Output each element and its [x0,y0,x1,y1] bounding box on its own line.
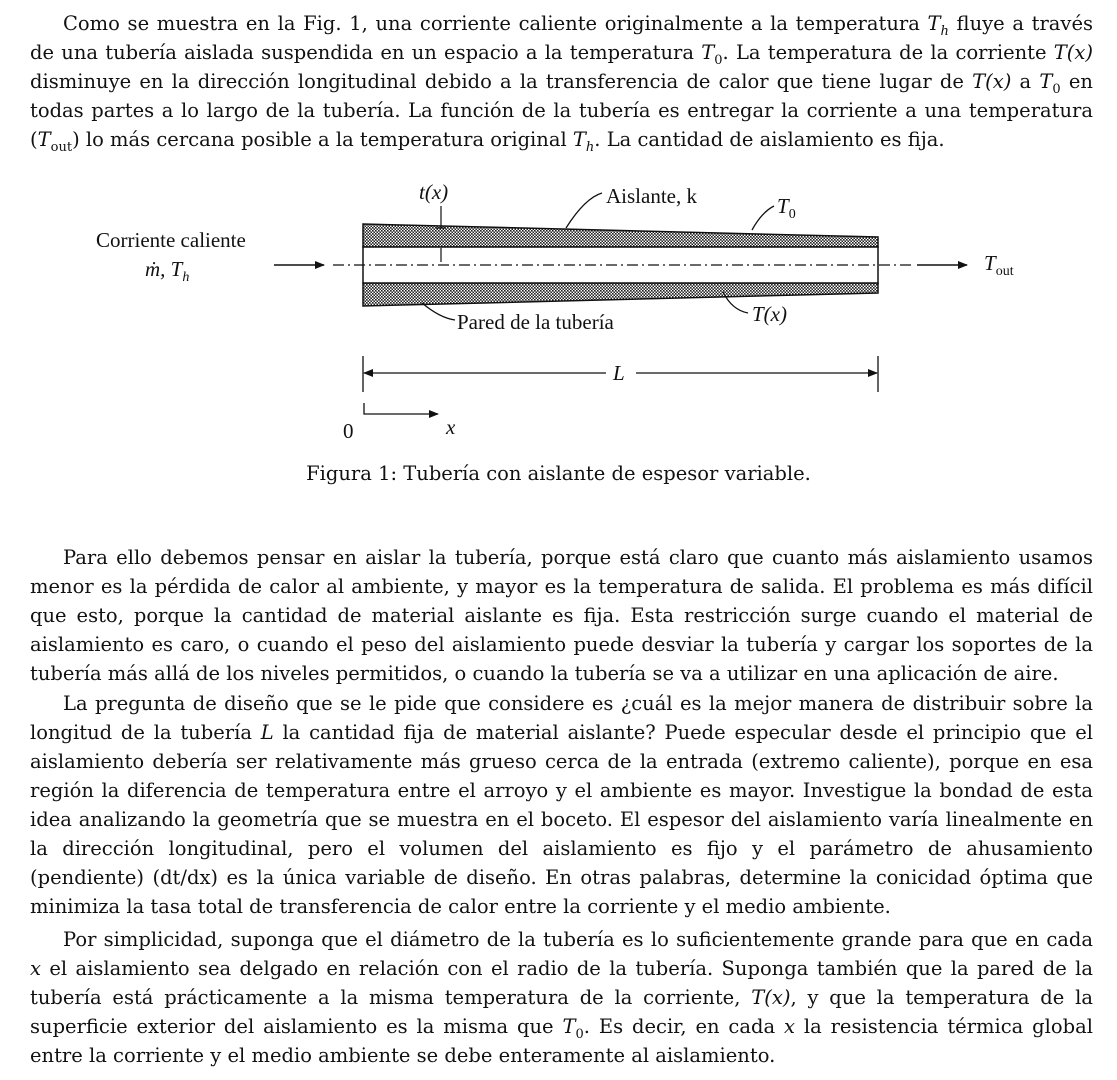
label-hot-stream: Corriente caliente [96,228,246,252]
label-insulation: Aislante, k [606,184,697,208]
label-Tx: T(x) [752,302,787,326]
label-origin: 0 [343,419,354,443]
T0-leader [752,206,774,230]
pipe-wall-leader [422,303,455,320]
insulation-bottom [363,283,878,306]
paragraph-assumptions: Por simplicidad, suponga que el diámetro de la tubería es lo suficientemente grande para que en cada x el aislamiento sea delgado en relación con el radio de la tubería. Suponga también que la pared de la tubería está prácticamente a la misma temperatura de la corriente, T(x), y que la temperatura de la superficie exterior del aislamiento es la misma que $T_0$. Es decir, en cada x la resistencia térmica global entre la corriente y el medio ambiente se debe enteramente al aislamiento. [30,928,1093,1067]
label-x: x [446,415,456,439]
x-axis-origin [364,403,438,414]
label-pipe-wall: Pared de la tubería [457,310,614,334]
pipe-insulation-figure [0,170,1117,450]
paragraph-intro: Como se muestra en la Fig. 1, una corriente caliente originalmente a la temperatura $T_h$ fluye a través de una tubería aislada suspendida en un espacio a la temperatura $T_0$. La temperatura de la corriente T(x) disminuye en la dirección longitudinal debido a la transferencia de calor que tiene lugar de T(x) a $T_0$ en todas partes a lo largo de la tubería. La función de la tubería es entregar la corriente a una temperatura $(T_{out})$ lo más cercana posible a la temperatura original $T_h$. La cantidad de aislamiento es fija. [30,12,1094,155]
paragraph-insulation-problem: Para ello debemos pensar en aislar la tubería, porque está claro que cuanto más aislamiento usamos menor es la pérdida de calor al ambiente, y mayor es la temperatura de salida. El problema es más difícil que esto, porque la cantidad de material aislante es fija. Esta restricción surge cuando el material de aislamiento es caro, o cuando el peso del aislamiento puede desviar la tubería y cargar los soportes de la tubería más allá de los niveles permitidos, o cuando la tubería se va a utilizar en una aplicación de aire. [30,546,1093,685]
label-length: L [613,361,625,385]
insulation-leader [566,193,602,228]
label-T0: $T_0$ [777,194,796,222]
label-Tout: $T_{out}$ [984,251,1014,279]
figure-caption: Figura 1: Tubería con aislante de espesor variable. [306,462,811,485]
label-mdot: ṁ, $T_h$ [145,257,190,285]
paragraph-design-question: La pregunta de diseño que se le pide que considere es ¿cuál es la mejor manera de distribuir sobre la longitud de la tubería L la cantidad fija de material aislante? Puede especular desde el principio que el aislamiento debería ser relativamente más grueso cerca de la entrada (extremo caliente), porque en esa región la diferencia de temperatura entre el arroyo y el ambiente es mayor. Investigue la bondad de esta idea analizando la geometría que se muestra en el boceto. El espesor del aislamiento varía linealmente en la dirección longitudinal, pero el volumen del aislamiento es fijo y el parámetro de ahusamiento (pendiente) (dt/dx) es la única variable de diseño. En otras palabras, determine la conicidad óptima que minimiza la tasa total de transferencia de calor entre la corriente y el medio ambiente. [30,692,1093,918]
label-thickness: t(x) [419,180,449,204]
